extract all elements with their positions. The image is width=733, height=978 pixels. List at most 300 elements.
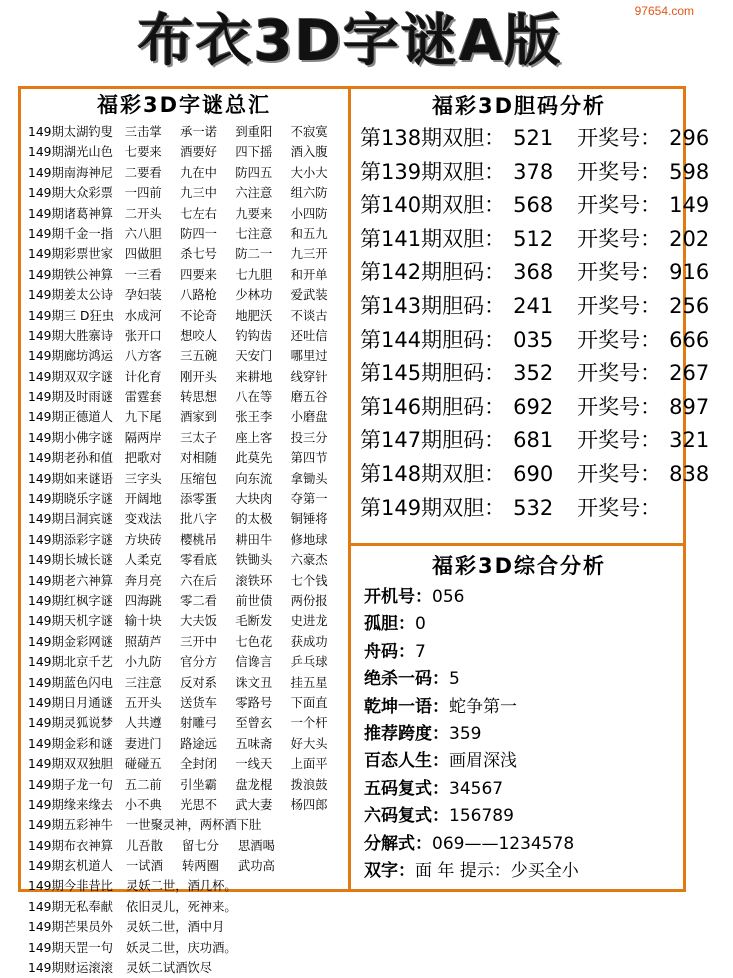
riddle-phrase: 二开头 xyxy=(124,206,162,221)
riddle-phrase: 承一诺 xyxy=(180,125,217,139)
riddle-source: 149期大众彩票 xyxy=(28,186,113,201)
riddle-source: 149期玄机道人 xyxy=(28,859,113,874)
riddle-source: 149期千金一指 xyxy=(28,226,113,241)
riddle-phrase: 下面直 xyxy=(290,695,328,710)
analysis-label: 双字： xyxy=(364,860,415,881)
riddle-phrase: 樱桃吊 xyxy=(180,532,217,547)
riddle-phrase: 四海跳 xyxy=(124,593,162,608)
riddle-source: 149期廊坊鸿运 xyxy=(28,349,113,364)
riddle-phrase: 的太极 xyxy=(235,512,273,527)
draw-label: 第138期双胆： xyxy=(360,126,506,150)
riddle-phrase: 毛断发 xyxy=(235,614,273,629)
riddle-phrase: 武大妻 xyxy=(235,797,273,812)
riddle-phrase: 水成河 xyxy=(124,308,162,323)
analysis-row xyxy=(354,611,684,638)
riddle-row xyxy=(22,673,346,693)
riddle-source: 149期天机字谜 xyxy=(28,614,113,629)
riddle-phrase: 两份报 xyxy=(290,593,328,608)
draw-label: 第143期胆码： xyxy=(360,293,506,318)
riddle-phrase: 一个杆 xyxy=(290,716,328,731)
draw-row xyxy=(354,256,710,290)
draw-list xyxy=(354,122,710,525)
riddle-phrase: 七注意 xyxy=(235,226,273,241)
riddle-phrase: 雷霆套 xyxy=(124,390,162,405)
riddle-phrase: 三太子 xyxy=(180,430,217,445)
riddle-phrase: 小磨盘 xyxy=(290,410,328,425)
riddle-phrase: 至曾玄 xyxy=(235,716,273,731)
analysis-row xyxy=(354,858,684,885)
riddle-phrase: 修地球 xyxy=(290,532,328,547)
draw-number: 352 xyxy=(513,361,554,386)
vertical-divider xyxy=(348,86,351,892)
analysis-list xyxy=(354,584,684,885)
riddle-row xyxy=(22,958,346,978)
riddle-phrase: 变戏法 xyxy=(124,512,162,527)
riddle-row xyxy=(22,856,346,876)
riddle-row xyxy=(22,367,346,387)
riddle-phrase: 第四节 xyxy=(290,451,328,466)
riddle-phrase: 六豪杰 xyxy=(290,553,328,568)
riddle-phrase: 四下摇 xyxy=(235,145,273,160)
draw-row xyxy=(354,492,684,526)
analysis-row xyxy=(354,694,684,721)
riddle-phrase: 诛文丑 xyxy=(235,675,273,690)
draw-row xyxy=(354,324,710,358)
riddle-row xyxy=(22,795,346,815)
riddle-row xyxy=(22,693,346,713)
riddle-phrase: 不寂寞 xyxy=(290,125,328,139)
riddle-phrase: 九在中 xyxy=(180,165,217,180)
riddle-phrase: 灵妖二世，酒中月 xyxy=(126,920,225,935)
riddle-phrase: 大小大 xyxy=(290,165,328,180)
riddle-phrase: 向东流 xyxy=(235,471,273,486)
riddle-phrase: 输十块 xyxy=(124,614,162,629)
riddle-phrase: 方块砖 xyxy=(124,532,162,547)
draw-row xyxy=(354,458,710,492)
riddle-phrase: 对相随 xyxy=(180,451,217,466)
draw-number: 512 xyxy=(513,226,554,251)
riddle-phrase: 小不典 xyxy=(124,797,162,812)
result-number: 838 xyxy=(669,461,710,486)
riddle-phrase: 线穿针 xyxy=(290,369,328,384)
riddle-phrase: 投三分 xyxy=(290,430,328,445)
analysis-row xyxy=(354,666,684,693)
riddle-row xyxy=(22,509,346,529)
riddle-phrase: 九下尾 xyxy=(124,410,162,425)
result-label: 开奖号： xyxy=(577,293,662,318)
riddle-phrase: 滚铁环 xyxy=(235,573,273,588)
riddle-phrase: 酒要好 xyxy=(180,145,217,160)
riddle-phrase: 六八胆 xyxy=(124,226,162,241)
riddle-row xyxy=(22,142,346,162)
dan-code-panel xyxy=(354,90,710,525)
draw-row xyxy=(354,357,710,391)
riddle-source: 149期缘来缘去 xyxy=(28,797,113,812)
result-number: 916 xyxy=(669,260,710,285)
riddle-phrase: 零路号 xyxy=(235,695,273,710)
riddle-source: 149期财运滚滚 xyxy=(28,961,113,976)
riddle-phrase: 刚开头 xyxy=(180,369,217,384)
riddle-row xyxy=(22,407,346,427)
riddle-phrase: 全封闭 xyxy=(180,757,217,772)
riddle-phrase: 一三看 xyxy=(124,267,162,282)
riddle-phrase: 送货车 xyxy=(180,695,217,710)
analysis-value: 069——1234578 xyxy=(432,833,575,854)
draw-label: 第145期胆码： xyxy=(360,361,506,386)
result-label: 开奖号： xyxy=(577,428,662,453)
result-number: 598 xyxy=(669,159,710,184)
riddle-source: 149期老六神算 xyxy=(28,573,113,588)
draw-label: 第142期胆码： xyxy=(360,260,506,285)
result-number: 202 xyxy=(669,226,710,251)
riddle-source: 149期姜太公诗 xyxy=(28,288,113,303)
riddle-phrase: 二要看 xyxy=(124,165,162,180)
riddle-phrase: 防四五 xyxy=(235,165,273,180)
riddle-phrase: 铁锄头 xyxy=(235,553,273,568)
riddle-phrase: 开阔地 xyxy=(124,492,162,507)
analysis-row xyxy=(354,721,684,748)
draw-number: 692 xyxy=(513,394,554,419)
riddle-phrase: 批八字 xyxy=(180,512,217,527)
draw-row xyxy=(354,290,710,324)
analysis-value: 面 年 提示：少买全小 xyxy=(415,860,579,881)
riddle-phrase: 爱武装 xyxy=(290,288,328,303)
riddle-source: 149期太湖钓叟 xyxy=(28,125,113,139)
riddle-row xyxy=(22,591,346,611)
riddle-phrase: 不论奇 xyxy=(180,308,217,323)
riddle-phrase: 三注意 xyxy=(124,675,162,690)
riddle-row xyxy=(22,204,346,224)
riddle-source: 149期天罡一句 xyxy=(28,940,113,955)
riddle-phrase: 四做胆 xyxy=(124,247,162,262)
riddle-phrase: 转两圈 xyxy=(182,859,219,874)
riddle-row xyxy=(22,346,346,366)
riddle-row xyxy=(22,163,346,183)
riddle-phrase: 大夫饭 xyxy=(180,614,217,629)
riddle-phrase: 前世债 xyxy=(235,593,273,608)
riddle-phrase: 杀七号 xyxy=(180,247,217,262)
riddle-phrase: 四要来 xyxy=(180,267,217,282)
draw-row xyxy=(354,156,710,190)
riddle-phrase: 不谈古 xyxy=(290,308,328,323)
riddle-row xyxy=(22,428,346,448)
riddle-phrase: 孕妇装 xyxy=(124,288,162,303)
riddle-source: 149期如来谜语 xyxy=(28,471,113,486)
riddle-phrase: 座上客 xyxy=(235,430,273,445)
analysis-label: 绝杀一码： xyxy=(364,669,449,690)
riddle-phrase: 七九胆 xyxy=(235,267,273,282)
riddle-source: 149期红枫字谜 xyxy=(28,593,113,608)
riddle-row xyxy=(22,734,346,754)
riddle-phrase: 人共遵 xyxy=(124,716,162,731)
riddle-phrase: 小四防 xyxy=(290,206,328,221)
result-label: 开奖号： xyxy=(577,495,662,520)
riddle-phrase: 隔两岸 xyxy=(124,430,162,445)
result-number: 149 xyxy=(669,193,710,218)
riddle-phrase: 小九防 xyxy=(124,655,162,670)
riddle-row xyxy=(22,897,346,917)
riddle-phrase: 计化育 xyxy=(124,369,162,384)
horizontal-divider xyxy=(348,543,686,546)
riddle-row xyxy=(22,836,346,856)
riddle-phrase: 拨浪鼓 xyxy=(290,777,328,792)
riddle-row xyxy=(22,632,346,652)
riddle-source: 149期双双独胆 xyxy=(28,757,113,772)
riddle-source: 149期诸葛神算 xyxy=(28,206,113,221)
analysis-row xyxy=(354,831,684,858)
riddle-source: 149期芒果员外 xyxy=(28,920,113,935)
riddle-phrase: 把歌对 xyxy=(124,451,162,466)
analysis-value: 蛇争第一 xyxy=(449,696,517,717)
riddle-row xyxy=(22,876,346,896)
riddle-phrase: 射雕弓 xyxy=(180,716,217,731)
riddle-phrase: 引坐霸 xyxy=(180,777,217,792)
analysis-label: 舟码： xyxy=(364,641,415,662)
riddle-phrase: 组六防 xyxy=(290,186,328,201)
analysis-value: 34567 xyxy=(449,778,504,799)
riddle-phrase: 上面平 xyxy=(290,757,328,772)
riddle-phrase: 武功高 xyxy=(238,859,275,874)
riddle-source: 149期五彩神牛 xyxy=(28,818,113,833)
analysis-label: 乾坤一语： xyxy=(364,696,449,717)
riddle-source: 149期今非昔比 xyxy=(28,879,113,894)
comprehensive-heading: 福彩3D综合分析 xyxy=(431,554,607,578)
analysis-value: 056 xyxy=(432,587,465,607)
riddle-phrase: 三五碗 xyxy=(180,349,217,364)
result-label: 开奖号： xyxy=(577,361,662,386)
result-label: 开奖号： xyxy=(577,260,662,285)
riddle-source: 149期三 D狂虫 xyxy=(28,308,115,323)
result-label: 开奖号： xyxy=(577,461,662,486)
riddle-row xyxy=(22,122,346,142)
riddle-source: 149期湖光山色 xyxy=(28,145,113,160)
riddle-phrase: 一线天 xyxy=(235,757,273,772)
riddle-phrase: 八在等 xyxy=(235,390,273,405)
riddle-phrase: 一世聚灵神，两杯酒下肚 xyxy=(126,818,262,833)
analysis-value: 156789 xyxy=(449,806,514,827)
analysis-row xyxy=(354,776,684,803)
riddle-phrase: 灵妖二世，酒几杯。 xyxy=(126,879,237,894)
riddle-phrase: 妖灵二世，庆功酒。 xyxy=(126,940,237,955)
riddle-phrase: 九三开 xyxy=(290,247,328,262)
draw-label: 第140期双胆： xyxy=(360,193,506,218)
analysis-value: 359 xyxy=(449,723,482,744)
riddle-row xyxy=(22,469,346,489)
riddle-phrase: 照葫芦 xyxy=(124,634,162,649)
riddle-source: 149期长城长谜 xyxy=(28,553,113,568)
draw-number: 568 xyxy=(513,193,554,218)
riddle-phrase: 信谗言 xyxy=(235,655,273,670)
riddle-phrase: 六在后 xyxy=(180,573,217,588)
analysis-value: 5 xyxy=(449,669,460,690)
draw-label: 第139期双胆： xyxy=(360,159,506,184)
riddle-source: 149期吕洞宾谜 xyxy=(28,512,113,527)
riddle-phrase: 转思想 xyxy=(180,390,217,405)
analysis-label: 开机号： xyxy=(364,587,432,607)
riddle-phrase: 八方客 xyxy=(124,349,162,364)
riddle-phrase: 七要来 xyxy=(124,145,162,160)
analysis-label: 推荐跨度： xyxy=(364,723,449,744)
riddle-phrase: 三字头 xyxy=(124,471,162,486)
draw-label: 第144期胆码： xyxy=(360,327,506,352)
comprehensive-panel xyxy=(354,548,684,885)
analysis-label: 孤胆： xyxy=(364,614,415,635)
riddle-phrase: 留七分 xyxy=(182,838,219,853)
draw-label: 第141期双胆： xyxy=(360,226,506,251)
analysis-value: 画眉深浅 xyxy=(449,751,517,772)
riddle-phrase: 挂五星 xyxy=(290,675,328,690)
riddle-phrase: 防四一 xyxy=(180,226,217,241)
riddle-phrase: 和五九 xyxy=(290,226,328,241)
riddle-source: 149期子龙一句 xyxy=(28,777,113,792)
riddle-phrase: 七左右 xyxy=(180,206,217,221)
draw-row xyxy=(354,122,710,156)
riddle-phrase: 反对系 xyxy=(180,675,217,690)
riddle-phrase: 光思不 xyxy=(180,797,217,812)
result-label: 开奖号： xyxy=(577,126,662,150)
draw-label: 第149期双胆： xyxy=(360,495,506,520)
riddle-phrase: 九要来 xyxy=(235,206,273,221)
riddle-phrase: 乒乓球 xyxy=(290,655,328,670)
result-number: 666 xyxy=(669,327,710,352)
result-label: 开奖号： xyxy=(577,327,662,352)
riddle-phrase: 添零蛋 xyxy=(180,492,217,507)
result-label: 开奖号： xyxy=(577,159,662,184)
riddle-phrase: 五味斋 xyxy=(235,736,273,751)
result-label: 开奖号： xyxy=(577,226,662,251)
riddle-source: 149期及时雨谜 xyxy=(28,390,113,405)
riddle-phrase: 压缩包 xyxy=(180,471,217,486)
result-number: 897 xyxy=(669,394,710,419)
riddle-source: 149期小佛字谜 xyxy=(28,430,113,445)
riddle-source: 149期日月通谜 xyxy=(28,695,113,710)
riddle-row xyxy=(22,387,346,407)
riddle-row xyxy=(22,448,346,468)
draw-number: 521 xyxy=(513,126,554,150)
riddle-row xyxy=(22,530,346,550)
riddle-phrase: 八路枪 xyxy=(180,288,217,303)
riddle-source: 149期添彩字谜 xyxy=(28,532,113,547)
riddle-phrase: 儿吾散 xyxy=(126,838,163,853)
riddle-phrase: 七色花 xyxy=(235,634,273,649)
riddle-source: 149期大胜寨诗 xyxy=(28,328,113,343)
draw-label: 第147期胆码： xyxy=(360,428,506,453)
riddle-phrase: 杨四郎 xyxy=(290,797,328,812)
result-number: 267 xyxy=(669,361,710,386)
riddle-row xyxy=(22,775,346,795)
draw-number: 241 xyxy=(513,293,554,318)
draw-row xyxy=(354,189,710,223)
riddle-phrase: 少林功 xyxy=(235,288,273,303)
result-number: 256 xyxy=(669,293,710,318)
riddle-row xyxy=(22,285,346,305)
draw-number: 368 xyxy=(513,260,554,285)
riddle-phrase: 铜锤将 xyxy=(290,512,328,527)
result-number: 296 xyxy=(669,126,710,150)
riddle-phrase: 来耕地 xyxy=(235,369,273,384)
riddle-phrase: 天安门 xyxy=(235,349,273,364)
riddle-phrase: 思酒喝 xyxy=(238,838,275,853)
riddle-phrase: 三击掌 xyxy=(124,125,162,139)
riddle-phrase: 钓钩齿 xyxy=(235,328,273,343)
riddle-phrase: 好大头 xyxy=(290,736,328,751)
riddle-row xyxy=(22,550,346,570)
riddle-phrase: 防二一 xyxy=(235,247,273,262)
riddle-summary-panel xyxy=(22,90,346,978)
riddle-phrase: 还吐信 xyxy=(290,328,328,343)
riddle-phrase: 盘龙棍 xyxy=(235,777,273,792)
riddle-source: 149期正德道人 xyxy=(28,410,113,425)
result-label: 开奖号： xyxy=(577,394,662,419)
result-label: 开奖号： xyxy=(577,193,662,218)
riddle-phrase: 耕田牛 xyxy=(235,532,273,547)
riddle-phrase: 七个钱 xyxy=(290,573,328,588)
dan-code-heading: 福彩3D胆码分析 xyxy=(431,94,607,118)
riddle-phrase: 依旧灵儿，死神来。 xyxy=(126,899,237,914)
riddle-row xyxy=(22,713,346,733)
riddle-source: 149期彩票世家 xyxy=(28,247,113,262)
riddle-phrase: 一试酒 xyxy=(126,859,163,874)
riddle-phrase: 史进龙 xyxy=(290,614,328,629)
riddle-phrase: 六注意 xyxy=(235,186,273,201)
riddle-row xyxy=(22,938,346,958)
riddle-phrase: 酒入腹 xyxy=(290,145,328,160)
riddle-row xyxy=(22,489,346,509)
analysis-row xyxy=(354,584,684,611)
riddle-phrase: 拿锄头 xyxy=(290,471,328,486)
riddle-phrase: 地肥沃 xyxy=(235,308,273,323)
riddle-phrase: 人柔克 xyxy=(124,553,162,568)
draw-label: 第148期双胆： xyxy=(360,461,506,486)
riddle-source: 149期金彩和谜 xyxy=(28,736,113,751)
riddle-phrase: 大块肉 xyxy=(235,492,273,507)
draw-label: 第146期胆码： xyxy=(360,394,506,419)
riddle-source: 149期布衣神算 xyxy=(28,838,113,853)
riddle-phrase: 五开头 xyxy=(124,695,162,710)
riddle-row xyxy=(22,244,346,264)
riddle-phrase: 磨五谷 xyxy=(290,390,328,405)
riddle-source: 149期老孙和值 xyxy=(28,451,113,466)
draw-number: 681 xyxy=(513,428,554,453)
analysis-label: 百态人生： xyxy=(364,751,449,772)
riddle-list xyxy=(22,122,346,978)
riddle-phrase: 五二前 xyxy=(124,777,162,792)
draw-number: 378 xyxy=(513,159,554,184)
draw-number: 532 xyxy=(513,495,554,520)
riddle-row xyxy=(22,611,346,631)
riddle-source: 149期北京千艺 xyxy=(28,655,113,670)
draw-row xyxy=(354,424,710,458)
analysis-row xyxy=(354,639,684,666)
riddle-summary-heading: 福彩3D字谜总汇 xyxy=(96,93,272,117)
riddle-row xyxy=(22,815,346,835)
riddle-source: 149期无私奉献 xyxy=(28,899,113,914)
riddle-phrase: 零看底 xyxy=(180,553,217,568)
analysis-label: 五码复式： xyxy=(364,778,449,799)
page-title: 布衣3D字谜A版 xyxy=(137,9,563,74)
riddle-source: 149期蓝色闪电 xyxy=(28,675,113,690)
riddle-phrase: 一四前 xyxy=(124,186,162,201)
riddle-row xyxy=(22,306,346,326)
riddle-phrase: 三开中 xyxy=(180,634,217,649)
riddle-phrase: 妻进门 xyxy=(124,736,162,751)
riddle-phrase: 此莫先 xyxy=(235,451,273,466)
draw-number: 690 xyxy=(513,461,554,486)
riddle-phrase: 奔月亮 xyxy=(124,573,162,588)
riddle-source: 149期晓乐字谜 xyxy=(28,492,113,507)
riddle-row xyxy=(22,571,346,591)
draw-row xyxy=(354,223,710,257)
